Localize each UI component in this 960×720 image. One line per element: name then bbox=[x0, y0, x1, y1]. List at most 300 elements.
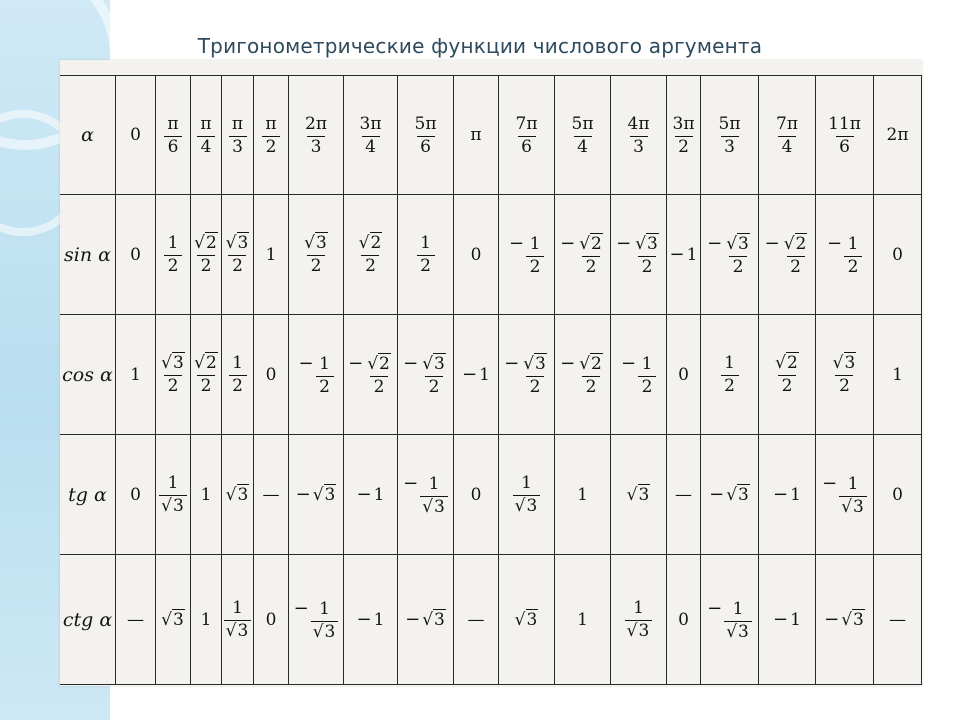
radicand: 3 bbox=[237, 484, 249, 505]
math-atom: 0 bbox=[470, 484, 482, 505]
math-atom: 1 bbox=[577, 484, 588, 505]
numerator bbox=[722, 355, 737, 375]
cell-content bbox=[229, 114, 247, 157]
numerator bbox=[782, 233, 810, 256]
cell-content bbox=[471, 245, 482, 265]
value-cell bbox=[289, 435, 344, 555]
radicand: 2 bbox=[591, 353, 602, 374]
math-atom: 2 bbox=[724, 376, 735, 396]
numerator bbox=[514, 113, 540, 136]
value-cell bbox=[191, 435, 222, 555]
fraction bbox=[513, 475, 541, 516]
fraction bbox=[839, 473, 867, 517]
value-cell bbox=[289, 315, 344, 435]
fraction bbox=[316, 353, 334, 397]
minus-sign: − bbox=[709, 484, 725, 505]
numerator bbox=[413, 113, 439, 136]
minus-sign: − bbox=[773, 609, 789, 630]
header-angle bbox=[289, 75, 344, 195]
math-atom: 1 bbox=[847, 233, 859, 254]
minus-sign: − bbox=[826, 232, 843, 254]
math-atom: 1 bbox=[686, 245, 698, 265]
value-cell bbox=[874, 555, 922, 685]
numerator bbox=[773, 355, 801, 375]
value-cell bbox=[454, 435, 499, 555]
denominator bbox=[513, 495, 541, 516]
fraction bbox=[638, 353, 656, 397]
value-cell bbox=[611, 435, 667, 555]
math-atom: 6 bbox=[839, 136, 850, 157]
math-atom: √3 bbox=[161, 353, 184, 374]
value-cell bbox=[816, 555, 874, 685]
value-cell bbox=[344, 555, 398, 685]
fraction bbox=[358, 113, 384, 157]
cell-content bbox=[403, 353, 448, 397]
math-atom: 5π bbox=[718, 113, 741, 134]
value-cell bbox=[667, 435, 701, 555]
cell-content bbox=[717, 114, 743, 157]
numerator bbox=[357, 235, 385, 255]
math-atom: 2 bbox=[732, 256, 744, 277]
math-atom: 1 bbox=[577, 609, 588, 630]
denominator bbox=[316, 376, 334, 397]
denominator bbox=[638, 256, 656, 277]
fraction bbox=[159, 355, 187, 396]
row-label: cos α bbox=[60, 315, 116, 435]
value-cell bbox=[116, 315, 156, 435]
value-cell bbox=[611, 195, 667, 315]
value-cell bbox=[344, 435, 398, 555]
header-angle bbox=[398, 75, 454, 195]
fraction bbox=[164, 235, 182, 276]
value-cell bbox=[499, 435, 555, 555]
minus-sign: − bbox=[616, 232, 632, 254]
cell-content bbox=[560, 233, 605, 277]
math-atom: √3 bbox=[726, 621, 749, 642]
math-atom: 1 bbox=[200, 484, 212, 505]
math-atom: √2 bbox=[194, 233, 217, 254]
math-atom: 2 bbox=[839, 376, 850, 396]
value-cell bbox=[555, 315, 611, 435]
cell-content bbox=[892, 245, 903, 265]
radicand: 3 bbox=[237, 621, 249, 641]
cell-content bbox=[161, 610, 185, 630]
math-atom: √3 bbox=[523, 353, 546, 374]
math-atom: √3 bbox=[225, 233, 249, 254]
math-atom: 1 bbox=[521, 473, 532, 494]
radicand: 2 bbox=[379, 353, 390, 374]
cell-content bbox=[887, 125, 909, 145]
math-atom: 2 bbox=[585, 376, 597, 397]
math-atom: π bbox=[231, 113, 244, 134]
math-atom: π bbox=[167, 113, 179, 134]
math-atom: 4 bbox=[577, 136, 588, 157]
denominator bbox=[159, 495, 187, 516]
radicand: 3 bbox=[535, 353, 546, 374]
cell-content bbox=[266, 610, 277, 630]
math-atom: 2 bbox=[232, 256, 243, 276]
cell-content bbox=[357, 233, 385, 276]
radicand: 3 bbox=[173, 496, 184, 516]
fraction bbox=[159, 475, 187, 516]
fraction bbox=[164, 113, 182, 157]
slide-title: Тригонометрические функции числового аргумента bbox=[197, 34, 763, 58]
denominator bbox=[721, 136, 739, 157]
header-angle bbox=[191, 75, 222, 195]
denominator bbox=[630, 136, 648, 157]
cell-content bbox=[130, 125, 141, 145]
fraction bbox=[192, 235, 220, 276]
denominator bbox=[229, 136, 247, 157]
cell-content bbox=[81, 124, 94, 146]
value-cell bbox=[398, 195, 454, 315]
cell-content bbox=[159, 353, 187, 396]
math-atom: 2 bbox=[585, 256, 597, 277]
minus-sign: − bbox=[504, 352, 520, 374]
value-cell bbox=[759, 435, 816, 555]
math-atom: 1 bbox=[373, 610, 385, 630]
cell-content bbox=[298, 353, 333, 397]
math-atom: √3 bbox=[832, 353, 856, 374]
numerator bbox=[427, 473, 442, 496]
cell-content bbox=[262, 114, 280, 157]
fraction bbox=[420, 473, 448, 517]
minus-sign: − bbox=[403, 352, 419, 374]
cell-content bbox=[192, 353, 220, 396]
math-atom: — bbox=[467, 609, 485, 630]
header-angle bbox=[344, 75, 398, 195]
math-atom: α bbox=[81, 124, 94, 146]
radicand: 3 bbox=[853, 610, 864, 630]
value-cell bbox=[499, 555, 555, 685]
math-atom: — bbox=[675, 484, 692, 505]
numerator bbox=[165, 113, 180, 136]
cell-content bbox=[462, 364, 490, 385]
cell-content bbox=[707, 233, 752, 277]
cell-content bbox=[670, 244, 698, 265]
math-atom: √3 bbox=[225, 484, 249, 505]
minus-sign: − bbox=[560, 232, 576, 254]
cell-content bbox=[675, 485, 692, 505]
row-label: tg α bbox=[60, 435, 116, 555]
math-atom: 1 bbox=[529, 233, 541, 254]
value-cell bbox=[759, 555, 816, 685]
denominator bbox=[164, 255, 182, 276]
fraction bbox=[224, 235, 252, 276]
numerator bbox=[166, 475, 181, 495]
math-atom: 2 bbox=[428, 376, 440, 397]
math-atom: √2 bbox=[579, 353, 602, 374]
numerator bbox=[774, 113, 800, 136]
math-atom: 2π bbox=[886, 125, 909, 145]
denominator bbox=[262, 136, 280, 157]
cell-content bbox=[201, 610, 212, 630]
numerator bbox=[420, 353, 448, 376]
denominator bbox=[721, 375, 739, 396]
value-cell bbox=[667, 315, 701, 435]
denominator bbox=[582, 256, 600, 277]
denominator bbox=[836, 136, 854, 157]
numerator bbox=[302, 235, 330, 255]
cell-content bbox=[892, 485, 903, 505]
cell-content bbox=[130, 365, 141, 385]
math-atom: 1 bbox=[319, 353, 330, 374]
value-cell bbox=[156, 195, 191, 315]
math-atom: √2 bbox=[367, 353, 390, 374]
cell-content bbox=[413, 114, 439, 157]
numerator bbox=[831, 355, 859, 375]
fraction bbox=[844, 233, 862, 277]
fraction bbox=[311, 598, 339, 642]
cell-content bbox=[130, 245, 141, 265]
math-atom: √2 bbox=[194, 353, 217, 374]
cell-content bbox=[159, 473, 187, 516]
cell-content bbox=[560, 353, 605, 397]
fraction bbox=[521, 353, 549, 397]
cell-content bbox=[513, 473, 541, 516]
cell-content bbox=[192, 233, 220, 276]
minus-sign: − bbox=[295, 484, 311, 505]
math-atom: 2 bbox=[265, 136, 277, 157]
math-atom: 2 bbox=[790, 256, 801, 277]
cell-content bbox=[296, 484, 337, 505]
math-atom: √2 bbox=[783, 233, 807, 254]
math-atom: 2 bbox=[373, 376, 385, 397]
numerator bbox=[230, 355, 245, 375]
radicand: 3 bbox=[638, 621, 650, 641]
value-cell bbox=[874, 315, 922, 435]
header-angle bbox=[611, 75, 667, 195]
numerator bbox=[528, 233, 543, 256]
denominator bbox=[417, 255, 435, 276]
numerator bbox=[671, 113, 697, 136]
value-cell bbox=[156, 315, 191, 435]
denominator bbox=[362, 136, 380, 157]
value-cell bbox=[816, 435, 874, 555]
value-cell bbox=[344, 195, 398, 315]
value-cell bbox=[816, 195, 874, 315]
math-atom: 1 bbox=[167, 473, 179, 494]
math-atom: π bbox=[265, 113, 277, 134]
math-atom: √3 bbox=[635, 233, 658, 254]
numerator bbox=[724, 233, 752, 256]
math-atom: √3 bbox=[726, 233, 749, 254]
numerator bbox=[358, 113, 384, 136]
math-atom: 2 bbox=[365, 256, 376, 276]
math-atom: 2 bbox=[232, 376, 243, 396]
value-cell bbox=[191, 315, 222, 435]
math-atom: — bbox=[889, 609, 906, 630]
denominator bbox=[164, 136, 182, 157]
header-angle bbox=[874, 75, 922, 195]
value-cell bbox=[222, 555, 254, 685]
minus-sign: − bbox=[707, 597, 723, 619]
minus-sign: − bbox=[764, 232, 780, 254]
radicand: 2 bbox=[206, 353, 217, 374]
math-atom: √3 bbox=[726, 485, 749, 505]
cell-content bbox=[509, 233, 544, 277]
fraction bbox=[831, 355, 859, 396]
minus-sign: − bbox=[293, 597, 309, 619]
math-atom: 6 bbox=[521, 136, 532, 157]
cell-content bbox=[709, 484, 750, 505]
value-cell bbox=[116, 555, 156, 685]
numerator bbox=[577, 233, 605, 256]
denominator bbox=[311, 621, 339, 642]
header-angle bbox=[454, 75, 499, 195]
math-atom: 5π bbox=[571, 113, 594, 134]
denominator bbox=[574, 136, 592, 157]
numerator bbox=[521, 353, 549, 376]
math-atom: 2 bbox=[529, 376, 541, 397]
numerator bbox=[198, 113, 213, 136]
numerator bbox=[570, 113, 596, 136]
value-cell bbox=[499, 195, 555, 315]
cell-content bbox=[266, 365, 277, 385]
denominator bbox=[228, 255, 246, 276]
math-atom: 2 bbox=[781, 376, 793, 396]
value-cell bbox=[116, 195, 156, 315]
numerator bbox=[631, 600, 646, 620]
row-label: sin α bbox=[60, 195, 116, 315]
cell-content bbox=[504, 353, 549, 397]
denominator bbox=[197, 375, 215, 396]
math-atom: 1 bbox=[641, 353, 653, 374]
denominator bbox=[197, 255, 215, 276]
value-cell bbox=[611, 555, 667, 685]
cell-content bbox=[773, 353, 801, 396]
cell-content bbox=[515, 610, 539, 630]
fraction bbox=[633, 233, 661, 277]
fraction bbox=[192, 355, 220, 396]
cell-content bbox=[671, 114, 697, 157]
numerator bbox=[365, 353, 393, 376]
value-cell bbox=[701, 315, 759, 435]
header-angle bbox=[555, 75, 611, 195]
math-atom: √3 bbox=[422, 496, 445, 517]
fraction bbox=[773, 355, 801, 396]
cell-content bbox=[621, 353, 656, 397]
cell-content bbox=[678, 610, 689, 630]
value-cell bbox=[222, 435, 254, 555]
fraction bbox=[625, 600, 653, 641]
math-atom: 2 bbox=[167, 256, 179, 276]
math-atom: 2 bbox=[319, 376, 330, 397]
denominator bbox=[526, 256, 544, 277]
cell-content bbox=[348, 353, 393, 397]
minus-sign: − bbox=[620, 352, 637, 374]
radicand: 3 bbox=[738, 621, 749, 642]
math-atom: 2 bbox=[167, 376, 179, 396]
fraction bbox=[526, 233, 544, 277]
numerator bbox=[846, 233, 861, 256]
cell-content bbox=[468, 610, 485, 630]
cell-content bbox=[627, 485, 651, 505]
header-angle bbox=[116, 75, 156, 195]
fraction bbox=[413, 113, 439, 157]
cell-content bbox=[678, 365, 689, 385]
cell-content bbox=[822, 473, 867, 517]
math-atom: 2 bbox=[200, 376, 212, 396]
cell-content bbox=[224, 233, 252, 276]
fraction bbox=[514, 113, 540, 157]
cell-content bbox=[130, 485, 141, 505]
denominator bbox=[307, 136, 325, 157]
value-cell bbox=[701, 435, 759, 555]
cell-content bbox=[405, 609, 446, 630]
math-atom: 2 bbox=[678, 136, 689, 157]
math-atom: 3 bbox=[310, 136, 322, 157]
math-atom: √2 bbox=[775, 353, 798, 374]
value-cell bbox=[454, 315, 499, 435]
cell-content bbox=[774, 114, 800, 157]
math-atom: 1 bbox=[167, 233, 179, 254]
math-atom: 1 bbox=[428, 473, 440, 494]
cell-content bbox=[303, 114, 329, 157]
minus-sign: − bbox=[348, 352, 364, 374]
radicand: 3 bbox=[434, 496, 445, 517]
fraction bbox=[229, 355, 247, 396]
math-atom: √2 bbox=[579, 233, 602, 254]
math-atom: 1 bbox=[200, 609, 212, 630]
numerator bbox=[633, 233, 661, 256]
radicand: 3 bbox=[647, 233, 658, 254]
minus-sign: − bbox=[405, 609, 421, 630]
denominator bbox=[164, 375, 182, 396]
value-cell bbox=[759, 195, 816, 315]
radicand: 2 bbox=[206, 233, 217, 254]
fraction bbox=[262, 113, 280, 157]
value-cell bbox=[344, 315, 398, 435]
trig-values-table bbox=[60, 75, 922, 685]
cell-content bbox=[707, 598, 752, 642]
math-atom: 4 bbox=[781, 136, 793, 157]
minus-sign: − bbox=[356, 484, 372, 505]
denominator bbox=[724, 621, 752, 642]
radicand: 3 bbox=[434, 610, 445, 630]
math-atom: 3 bbox=[633, 136, 644, 157]
cell-content bbox=[201, 485, 212, 505]
value-cell bbox=[816, 315, 874, 435]
numerator bbox=[230, 600, 245, 620]
value-cell bbox=[874, 195, 922, 315]
math-atom: 0 bbox=[678, 364, 689, 385]
cell-content bbox=[773, 484, 801, 505]
denominator bbox=[417, 136, 435, 157]
radicand: 2 bbox=[795, 233, 807, 254]
cell-content bbox=[302, 233, 330, 276]
fraction bbox=[417, 235, 435, 276]
minus-sign: − bbox=[669, 244, 685, 265]
math-atom: 3π bbox=[359, 113, 382, 134]
cell-content bbox=[625, 598, 653, 641]
math-atom: 0 bbox=[678, 609, 689, 630]
radicand: 3 bbox=[738, 233, 749, 254]
numerator bbox=[192, 355, 220, 375]
fraction bbox=[229, 113, 247, 157]
radicand: 3 bbox=[526, 496, 538, 516]
denominator bbox=[582, 376, 600, 397]
fraction bbox=[365, 353, 393, 397]
value-cell bbox=[701, 555, 759, 685]
math-atom: 4 bbox=[365, 136, 376, 157]
math-atom: 1 bbox=[724, 353, 735, 374]
fraction bbox=[224, 600, 252, 641]
radicand: 2 bbox=[591, 233, 602, 254]
minus-sign: − bbox=[403, 472, 419, 494]
radicand: 3 bbox=[324, 485, 336, 505]
math-atom: π bbox=[200, 113, 212, 134]
